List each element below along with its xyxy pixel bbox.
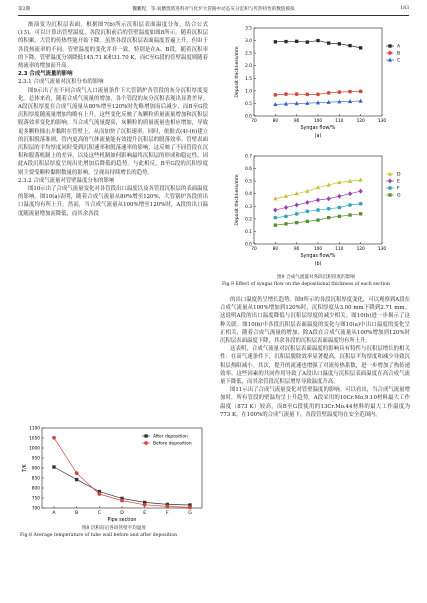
data-point (327, 196, 331, 201)
y-tick-label: 3.5 (245, 26, 252, 32)
data-point (274, 223, 277, 226)
y-tick-label: 1100 (29, 426, 40, 432)
data-point (348, 203, 352, 207)
y-tick-label: 0.7 (245, 154, 252, 160)
paragraph: 图10示出了合成气流量变化对各管段出口温度以及各管段沉积层的表面温度的影响。图10(a)表明，随着合成气流量从80%增至120%，大管锅炉各段的出口温度均有所上升。然而，当合成气流量从100%增至120%时，A段的出口温度随流量增加而降低，而其余各段 (18, 186, 208, 217)
data-point (348, 44, 351, 47)
paragraph: 这表明，合成气流量对沉积层表面温度的影响具有特性与沉积层增长的相关性：在高气速条件下，沉积层脱除效率显著提高，沉积层平均厚度和减少导致沉积层热阻减小。其次，提升的流速也增强了对流传热系数，进一步增加了热传递效率。这些因素的共同作用导致了A段出口温度与沉积层表面温度在高合成气流量下降低，而其余管段沉积层增厚导致温度升高。 (220, 346, 410, 386)
data-point (305, 209, 309, 213)
legend-marker (388, 193, 391, 196)
x-tick-label: 120 (356, 247, 365, 252)
data-point (359, 89, 363, 93)
data-point (316, 39, 319, 42)
data-point (327, 207, 331, 211)
right-column-text (220, 296, 410, 419)
y-tick-label: 3.0 (245, 39, 252, 45)
x-tick-label: 130 (377, 119, 387, 124)
data-point (284, 40, 287, 43)
legend-label: D (397, 172, 401, 178)
x-tick-label: 100 (313, 247, 323, 252)
running-title: 魏鹏程，等:氧燃烧塔进料对气化炉大管路中动态灰分沉积与传热特性的数值模拟 (132, 7, 295, 12)
data-point (338, 42, 341, 45)
x-tick-label: 120 (356, 119, 365, 124)
y-tick-label: 0.3 (245, 204, 252, 210)
x-tick-label: D (120, 511, 124, 516)
fig8-caption (20, 526, 208, 539)
legend-label: E (397, 179, 400, 185)
paragraph: 图9示出了在不同合成气入口流量条件下大管锅炉各管段的灰分沉积厚度变化。总体来看，随着合成气流量的增加，各个管段的灰分沉积表现出显著差异。A段沉积厚度在合成气流量从80%增至120%时先略增加而后减少，而B至G段沉积厚度随流量增加均略有上升。这些变化反映了灰颗粒质量流量增加和沉积层脱落效率变化的影响。当合成气流量提高，灰颗粒的质量流量也相应增加，导致更多颗粒撞击并黏附在管壁上，从而加快了沉积速率。同时，依据式(4)-(6)建立的沉积脱落准则，管内更高的气体流量能有效提升沉积层的脱落效率。管壁表面沉积层的平均厚度同时受到沉积速率和脱落速率的影响，这反映了不同管段在沉积和脱落机制上的差异，以及这些机制如何影响最终沉积层的形成和稳定性。因此A段沉积层厚度呈现出先增加后降低的趋势。与此相反，B至G段的沉积厚度则主要受颗粒黏附数量的影响，呈现出持续增长的趋势。 (18, 87, 208, 176)
data-point (52, 465, 55, 468)
series-line (275, 180, 360, 199)
data-point (348, 90, 352, 94)
data-point (295, 221, 298, 224)
data-point (337, 90, 341, 94)
fig9-caption-cn: 图9 合成气流量对各段沉积厚度的影响 (277, 275, 355, 280)
left-column-text (18, 21, 208, 218)
x-tick-label: 100 (313, 119, 323, 124)
legend-marker (388, 186, 392, 190)
data-point (337, 194, 341, 199)
legend-label: C (397, 58, 401, 64)
y-tick-label: 950 (31, 456, 40, 462)
y-tick-label: 0.5 (245, 179, 252, 185)
data-point (337, 206, 341, 210)
fig8-caption-en: Fig.8 Average temperature of tube wall before and after deposition (20, 532, 178, 538)
x-tick-label: B (75, 511, 79, 516)
y-tick-label: 0.0 (245, 114, 252, 120)
data-point (165, 505, 169, 509)
subsection-heading-2-3-1: 2.3.1 合成气流量对沉积分布的影响 (18, 79, 104, 86)
x-tick-label: F (166, 511, 169, 516)
data-point (316, 208, 320, 212)
y-tick-label: 0.1 (245, 229, 252, 235)
y-tick-label: 800 (31, 486, 40, 492)
section-heading-2-3: 2.3 合成气流量的影响 (18, 71, 73, 78)
data-point (327, 41, 330, 44)
data-point (284, 92, 288, 96)
data-point (52, 436, 56, 440)
y-axis-label: T/K (23, 464, 28, 472)
data-point (316, 218, 319, 221)
y-tick-label: 850 (31, 476, 40, 482)
data-point (273, 216, 277, 220)
y-tick-label: 2.0 (245, 64, 252, 70)
data-point (306, 40, 309, 43)
data-point (295, 212, 299, 216)
y-tick-label: 0.4 (245, 192, 252, 198)
x-tick-label: 70 (251, 119, 257, 124)
y-tick-label: 750 (31, 496, 40, 502)
fig9b-line-chart (222, 150, 412, 274)
legend-label: After deposition (153, 434, 188, 440)
legend-label: A (397, 44, 401, 50)
data-point (305, 92, 309, 96)
x-tick-label: 90 (293, 119, 300, 124)
legend-marker (388, 51, 392, 55)
y-tick-label: 1050 (29, 436, 40, 442)
x-tick-label: 90 (293, 247, 300, 252)
paragraph: 的出口温度仍呈增长趋势。图9所示的各段沉积厚度变化，可以观察到A段在合成气流量从100%增加到120%时，沉积厚度从3.00 mm下降到2.71 mm。这说明A段的出口温度降低与沉积层厚度的减少相关。图10(b)进一步揭示了这种关联。图10(b)中各段沉积层表面温度的变化与图10(a)中出口温度的变化呈正相关，随着合成气流量的增加，除A段在合成气流量从100%增加到120%时沉积层表面温度下降，其余各段的沉积层表面温度均有所上升。 (220, 297, 410, 345)
x-tick-label: C (97, 511, 101, 516)
x-tick-label: 70 (251, 247, 257, 252)
y-tick-label: 0.0 (245, 242, 252, 248)
data-point (316, 197, 320, 202)
fig8-caption-cn: 图8 沉积前后各段管壁平均温度 (81, 526, 147, 531)
legend-label: F (397, 186, 400, 192)
data-point (188, 506, 192, 510)
fig9-caption-en: Fig.9 Effect of syngas flow on the depositional thickness of each section (222, 281, 390, 287)
fig9-caption (222, 275, 410, 288)
x-tick-label: 110 (335, 247, 344, 252)
data-point (348, 191, 352, 196)
data-point (120, 499, 124, 503)
data-point (273, 208, 277, 213)
x-axis-label: Syngas flow/% (300, 254, 336, 259)
plot-frame (42, 428, 202, 508)
data-point (284, 222, 287, 225)
paragraph: 渐演变为沉积层表面。根据图7(b)所示沉积层表面温度分布，结合公式(13)，可以计算出管壁温度。各段沉积前后的管壁温度如图8所示。随着沉积层的积累，大管的传热性能开始下降。虽然各段沉积层表面温度普遍上升，但由于各段热流率的不同，管壁温度的变化并非一致。特别是在A、B段，随着沉积率的下降，管壁温度分别降低145.71 K和31.70 K，而C至G段的管壁温度则随着热流率的增加而升高。 (18, 22, 208, 70)
y-tick-label: 0.5 (245, 101, 252, 107)
data-point (359, 178, 363, 182)
y-tick-label: 1.5 (245, 76, 252, 82)
x-tick-label: 110 (335, 119, 344, 124)
data-point (348, 213, 351, 216)
data-point (305, 200, 309, 205)
fig8-line-chart (20, 422, 210, 524)
fig9a-line-chart (222, 22, 412, 150)
data-point (274, 40, 277, 43)
data-point (273, 93, 277, 97)
data-point (327, 216, 330, 219)
data-point (359, 202, 363, 206)
y-tick-label: 0.6 (245, 167, 252, 173)
data-point (75, 471, 79, 475)
y-axis-label: Deposit thickness/mm (235, 46, 240, 98)
data-point (284, 205, 288, 210)
y-tick-label: 1.0 (245, 89, 252, 95)
legend-marker (144, 441, 148, 445)
paragraph: 图11示出了合成气流量变化对管壁温度的影响。可以看出，当合成气流量增加时，所有管段的壁温均呈上升趋势。A段采用的10Cr.Mo.9.10材料最大工作温度（873 K）较高，而B至G段使用的13Cr.Mo.44材料的最大工作温度为773 K。在100%的合成气流量下，各段管壁温度均在安全范围内。 (220, 387, 410, 418)
data-point (359, 212, 362, 215)
data-point (338, 215, 341, 218)
data-point (327, 91, 331, 95)
data-point (295, 203, 299, 208)
legend-marker (388, 44, 391, 47)
y-tick-label: 2.5 (245, 51, 252, 57)
data-point (97, 492, 101, 496)
y-tick-label: 900 (31, 466, 40, 472)
legend-label: B (397, 51, 401, 57)
x-tick-label: 130 (377, 247, 387, 252)
data-point (295, 40, 298, 43)
legend-label: Before deposition (153, 441, 192, 447)
legend-marker (388, 178, 392, 183)
x-tick-label: 80 (272, 119, 279, 124)
x-tick-label: E (143, 511, 147, 516)
data-point (75, 478, 78, 481)
page-number: 183 (400, 6, 409, 11)
subsection-heading-2-3-2: 2.3.2 合成气流量对管壁温度分布的影响 (18, 177, 115, 184)
y-tick-label: 0.2 (245, 217, 252, 223)
data-point (306, 220, 309, 223)
y-tick-label: 700 (31, 506, 40, 512)
header-rule (18, 15, 409, 16)
x-tick-label: G (188, 511, 192, 516)
legend-label: G (397, 193, 401, 199)
y-tick-label: 1000 (29, 446, 40, 452)
y-axis-label: Deposit thickness/mm (235, 174, 240, 226)
data-point (143, 503, 147, 507)
data-point (359, 99, 363, 103)
data-point (359, 189, 363, 194)
x-tick-label: 80 (272, 247, 279, 252)
x-axis-label: Syngas flow/% (300, 126, 336, 131)
x-axis-label: Pipe section (107, 518, 137, 523)
panel-label: (b) (314, 262, 322, 267)
panel-label: (a) (314, 134, 322, 139)
x-tick-label: A (52, 511, 56, 516)
issue-number: 第2期 (18, 7, 31, 12)
legend-marker (144, 434, 147, 437)
data-point (284, 214, 288, 218)
data-point (359, 46, 362, 49)
data-point (316, 92, 320, 96)
data-point (295, 92, 299, 96)
